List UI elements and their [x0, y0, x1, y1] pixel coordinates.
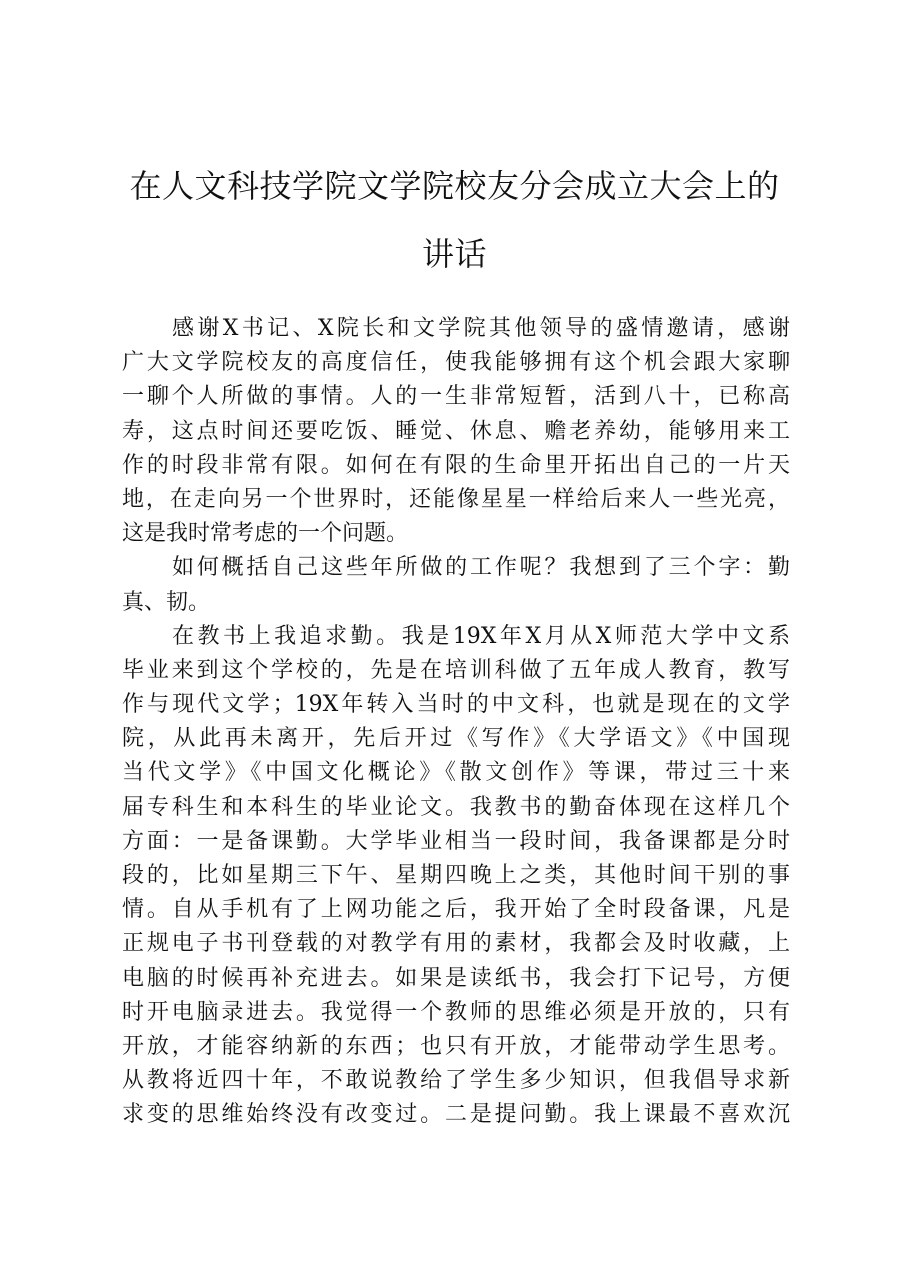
text-line: 情。自从手机有了上网功能之后，我开始了全时段备课，凡是 [122, 897, 790, 923]
paragraph [122, 620, 790, 1133]
text-line: 寿，这点时间还要吃饭、睡觉、休息、赡老养幼，能够用来工 [122, 418, 790, 444]
text-line: 毕业来到这个学校的，先是在培训科做了五年成人教育，教写 [122, 657, 790, 683]
text-line: 届专科生和本科生的毕业论文。我教书的勤奋体现在这样几个 [122, 794, 790, 820]
text-line: 从教将近四十年，不敢说教给了学生多少知识，但我倡导求新 [122, 1068, 790, 1094]
text-line: 求变的思维始终没有改变过。二是提问勤。我上课最不喜欢沉 [122, 1102, 790, 1128]
paragraph [122, 551, 790, 619]
text-line: 正规电子书刊登载的对教学有用的素材，我都会及时收藏，上 [122, 931, 790, 957]
text-line: 一聊个人所做的事情。人的一生非常短暂，活到八十，已称高 [122, 384, 790, 410]
title-line: 讲话 [421, 235, 487, 273]
text-line: 作与现代文学；19X年转入当时的中文科，也就是现在的文学 [122, 692, 790, 718]
text-line: 广大文学院校友的高度信任，使我能够拥有这个机会跟大家聊 [122, 350, 790, 376]
text-line: 地，在走向另一个世界时，还能像星星一样给后来人一些光亮， [122, 486, 790, 512]
text-line: 在教书上我追求勤。我是19X年X月从X师范大学中文系 [172, 623, 790, 649]
text-line: 段的，比如星期三下午、星期四晚上之类，其他时间干别的事 [122, 863, 790, 888]
text-line: 院，从此再未离开，先后开过《写作》《大学语文》《中国现 [122, 726, 790, 752]
text-line: 感谢X书记、X院长和文学院其他领导的盛情邀请，感谢 [172, 316, 790, 341]
document-body [122, 312, 790, 1133]
text-line: 开放，才能容纳新的东西；也只有开放，才能带动学生思考。 [122, 1033, 790, 1059]
text-line: 时开电脑录进去。我觉得一个教师的思维必须是开放的，只有 [122, 999, 790, 1025]
paragraph [122, 312, 790, 551]
text-line: 作的时段非常有限。如何在有限的生命里开拓出自己的一片天 [122, 452, 790, 478]
document-title [100, 152, 809, 288]
title-line: 在人文科技学院文学院校友分会成立大会上的 [129, 167, 780, 205]
text-line: 如何概括自己这些年所做的工作呢？我想到了三个字：勤 [172, 555, 790, 581]
text-line: 当代文学》《中国文化概论》《散文创作》等课，带过三十来 [122, 760, 790, 786]
text-line: 真、韧。 [122, 589, 211, 615]
text-line: 这是我时常考虑的一个问题。 [122, 521, 409, 547]
text-line: 方面：一是备课勤。大学毕业相当一段时间，我备课都是分时 [122, 828, 790, 854]
text-line: 电脑的时候再补充进去。如果是读纸书，我会打下记号，方便 [122, 965, 790, 991]
